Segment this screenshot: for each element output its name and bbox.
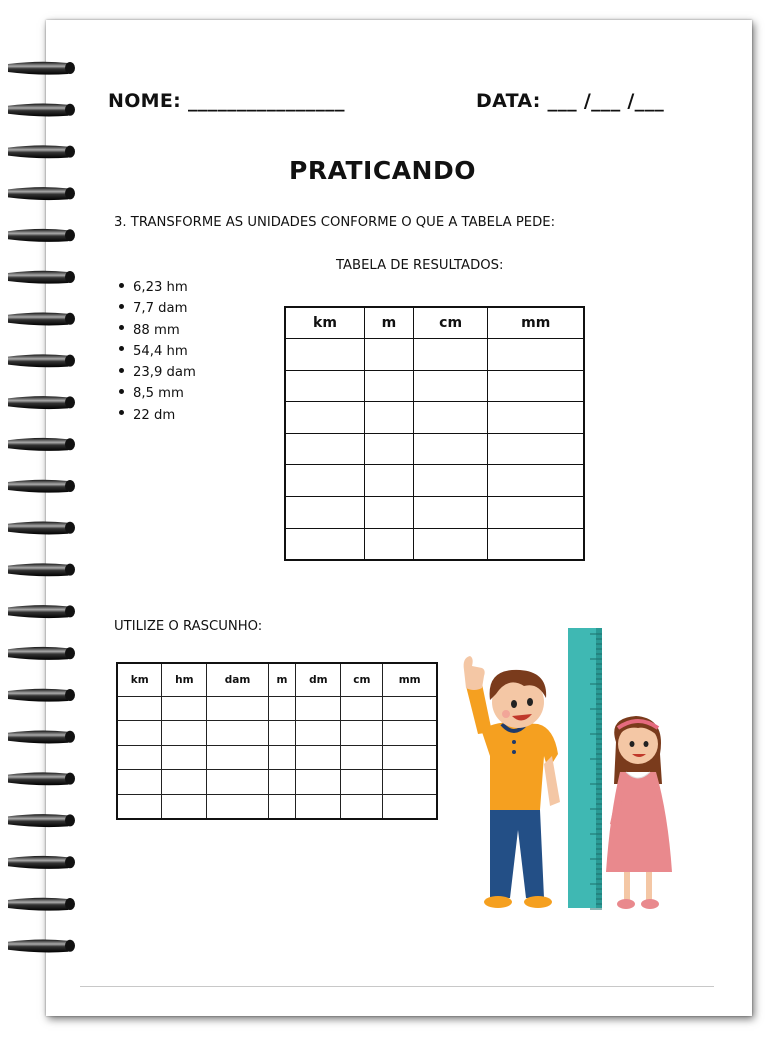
bottom-divider: [80, 986, 714, 987]
draft-label: UTILIZE O RASCUNHO:: [114, 619, 263, 634]
answer-cell: [383, 745, 437, 769]
results-table-caption: TABELA DE RESULTADOS:: [336, 258, 504, 273]
list-item: 8,5 mm: [119, 383, 196, 404]
answer-cell: [341, 745, 383, 769]
spiral-coil-icon: [8, 480, 75, 493]
answer-cell: [296, 770, 341, 794]
answer-cell: [488, 528, 584, 560]
column-header: km: [285, 307, 364, 339]
spiral-coil-icon: [8, 689, 75, 702]
bullet-icon: [119, 368, 124, 373]
table-row: [117, 721, 437, 745]
spiral-coil-icon: [8, 940, 75, 953]
answer-cell: [162, 721, 207, 745]
answer-cell: [162, 745, 207, 769]
girl-figure: [606, 716, 672, 909]
spiral-coil-icon: [8, 856, 75, 869]
list-item: 54,4 hm: [119, 341, 196, 362]
spiral-coil-icon: [8, 647, 75, 660]
list-item: 22 dm: [119, 405, 196, 426]
column-header: dm: [296, 663, 341, 697]
spiral-coil-icon: [8, 187, 75, 200]
spiral-coil-icon: [8, 313, 75, 326]
spiral-coil-icon: [8, 898, 75, 911]
table-header-row: [117, 663, 437, 697]
answer-cell: [341, 721, 383, 745]
answer-cell: [364, 433, 413, 465]
answer-cell: [207, 721, 268, 745]
answer-cell: [285, 370, 364, 402]
column-header: mm: [488, 307, 584, 339]
answer-cell: [488, 402, 584, 434]
answer-cell: [413, 370, 488, 402]
answer-cell: [364, 496, 413, 528]
answer-cell: [364, 402, 413, 434]
spiral-coil-icon: [8, 62, 75, 75]
table-row: [285, 339, 584, 371]
date-field-label: DATA: ___ /___ /___: [476, 90, 665, 112]
table-row: [285, 370, 584, 402]
column-header: mm: [383, 663, 437, 697]
answer-cell: [364, 465, 413, 497]
answer-cell: [488, 433, 584, 465]
table-header-row: [285, 307, 584, 339]
answer-cell: [117, 770, 162, 794]
boy-figure: [464, 656, 560, 908]
column-header: cm: [413, 307, 488, 339]
page-title: PRATICANDO: [289, 156, 476, 185]
table-row: [285, 433, 584, 465]
answer-cell: [296, 697, 341, 721]
answer-cell: [285, 433, 364, 465]
table-row: [285, 465, 584, 497]
table-row: [285, 528, 584, 560]
column-header: hm: [162, 663, 207, 697]
answer-cell: [341, 794, 383, 819]
answer-cell: [383, 721, 437, 745]
spiral-coil-icon: [8, 772, 75, 785]
answer-cell: [296, 721, 341, 745]
spiral-coil-icon: [8, 522, 75, 535]
answer-cell: [413, 402, 488, 434]
answer-cell: [383, 697, 437, 721]
column-header: m: [268, 663, 296, 697]
bullet-icon: [119, 410, 124, 415]
spiral-coil-icon: [8, 396, 75, 409]
table-row: [117, 697, 437, 721]
column-header: dam: [207, 663, 268, 697]
spiral-coil-icon: [8, 104, 75, 117]
ruler-icon: [568, 628, 602, 909]
table-row: [117, 770, 437, 794]
answer-cell: [413, 433, 488, 465]
spiral-coil-icon: [8, 731, 75, 744]
answer-cell: [341, 697, 383, 721]
answer-cell: [488, 370, 584, 402]
answer-cell: [285, 339, 364, 371]
answer-cell: [413, 339, 488, 371]
answer-cell: [413, 496, 488, 528]
bullet-icon: [119, 304, 124, 309]
answer-cell: [117, 794, 162, 819]
answer-cell: [296, 745, 341, 769]
spiral-coil-icon: [8, 438, 75, 451]
answer-cell: [268, 721, 296, 745]
answer-cell: [207, 745, 268, 769]
table-row: [285, 496, 584, 528]
answer-cell: [383, 770, 437, 794]
answer-cell: [117, 697, 162, 721]
answer-cell: [413, 528, 488, 560]
answer-cell: [268, 697, 296, 721]
results-table: [284, 306, 585, 561]
name-field-label: NOME: ________________: [108, 90, 345, 112]
answer-cell: [117, 745, 162, 769]
spiral-coil-icon: [8, 354, 75, 367]
answer-cell: [341, 770, 383, 794]
answer-cell: [268, 794, 296, 819]
answer-cell: [162, 794, 207, 819]
bullet-icon: [119, 346, 124, 351]
answer-cell: [285, 465, 364, 497]
spiral-coil-icon: [8, 563, 75, 576]
answer-cell: [268, 770, 296, 794]
answer-cell: [364, 370, 413, 402]
bullet-icon: [119, 283, 124, 288]
answer-cell: [285, 496, 364, 528]
column-header: cm: [341, 663, 383, 697]
answer-cell: [364, 339, 413, 371]
list-item: 23,9 dam: [119, 362, 196, 383]
list-item: 7,7 dam: [119, 298, 196, 319]
answer-cell: [383, 794, 437, 819]
bullet-icon: [119, 389, 124, 394]
answer-cell: [488, 465, 584, 497]
answer-cell: [488, 339, 584, 371]
answer-cell: [296, 794, 341, 819]
units-list: [119, 277, 196, 426]
answer-cell: [285, 528, 364, 560]
question-text: 3. TRANSFORME AS UNIDADES CONFORME O QUE A TABELA PEDE:: [114, 215, 556, 230]
answer-cell: [162, 770, 207, 794]
draft-table: [116, 662, 438, 820]
answer-cell: [285, 402, 364, 434]
bullet-icon: [119, 325, 124, 330]
column-header: m: [364, 307, 413, 339]
table-row: [285, 402, 584, 434]
answer-cell: [364, 528, 413, 560]
answer-cell: [207, 794, 268, 819]
spiral-coil-icon: [8, 229, 75, 242]
answer-cell: [117, 721, 162, 745]
table-row: [117, 794, 437, 819]
spiral-coil-icon: [8, 605, 75, 618]
kids-height-illustration: [456, 624, 688, 918]
spiral-coil-icon: [8, 814, 75, 827]
answer-cell: [207, 697, 268, 721]
answer-cell: [162, 697, 207, 721]
list-item: 88 mm: [119, 320, 196, 341]
answer-cell: [413, 465, 488, 497]
answer-cell: [268, 745, 296, 769]
list-item: 6,23 hm: [119, 277, 196, 298]
column-header: km: [117, 663, 162, 697]
spiral-coil-icon: [8, 271, 75, 284]
table-row: [117, 745, 437, 769]
answer-cell: [207, 770, 268, 794]
answer-cell: [488, 496, 584, 528]
